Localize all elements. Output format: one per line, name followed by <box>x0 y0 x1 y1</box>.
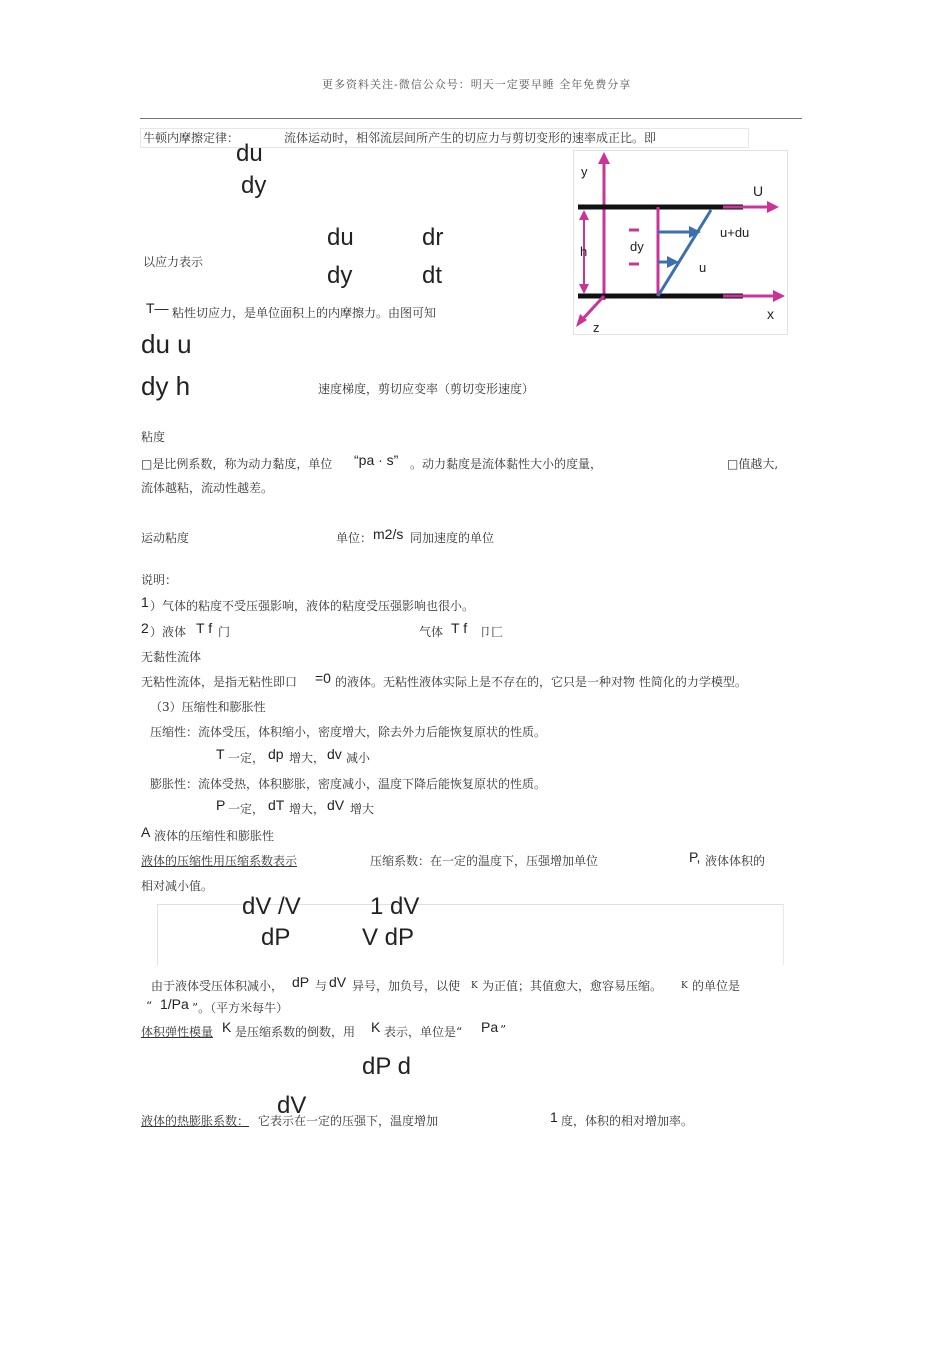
velocity-profile-diagram <box>573 150 788 335</box>
formula2b-numerator: dr <box>422 224 444 251</box>
bulk-text-a: 是压缩系数的倒数，用 <box>235 1025 356 1039</box>
formula5-numerator: dP d <box>362 1053 411 1080</box>
bulk-modulus-label: 体积弹性模量 <box>141 1025 214 1039</box>
neg-dP: dP <box>292 974 310 990</box>
inviscid-title: 无黏性流体 <box>141 650 202 664</box>
exp-rule-const: 一定， <box>228 802 265 816</box>
note2-b: 门 <box>218 625 231 639</box>
note2-sym-c: T f <box>451 620 468 636</box>
compress-section-title: （3）压缩性和膨胀性 <box>150 700 266 714</box>
exp-rule-dT: dT <box>268 797 285 813</box>
h-arrowhead-bottom <box>579 284 589 294</box>
formula1-numerator: du <box>236 140 263 167</box>
header-divider <box>140 118 802 119</box>
diagram-label-y: y <box>581 164 588 179</box>
kinematic-unit-desc: 同加速度的单位 <box>410 531 495 545</box>
diagram-label-U: U <box>753 183 764 199</box>
notes-title: 说明： <box>141 573 178 587</box>
viscosity-title: 粘度 <box>141 430 166 444</box>
tau-text: 粘性切应力，是单位面积上的内摩擦力。由图可知 <box>172 306 437 320</box>
section-A-symbol: A <box>141 824 151 840</box>
U-arrowhead <box>767 201 779 213</box>
viscosity-unit: “pa · s” <box>354 452 399 468</box>
bulk-K2: K <box>371 1019 381 1035</box>
diagram-label-x: x <box>767 306 774 322</box>
formula4a-numerator: dV /V <box>242 893 301 920</box>
comp-rule-decrease: 减小 <box>346 751 371 765</box>
neg-text-d: 为正值；其值愈大，愈容易压缩。 <box>482 979 663 993</box>
thermal-label: 液体的热膨胀系数： <box>141 1114 250 1128</box>
exp-rule-increase: 增大， <box>289 802 326 816</box>
comp-rule-dv: dv <box>327 746 342 762</box>
compressibility-definition: 压缩性：流体受压，体积缩小，密度增大，除去外力后能恢复原状的性质。 <box>150 725 547 739</box>
newton-label: 牛顿内摩擦定律： <box>143 131 240 145</box>
stress-label: 以应力表示 <box>143 255 204 269</box>
inviscid-text-b: 的液体。无粘性液体实际上是不存在的，它只是一种对物 性简化的力学模型。 <box>335 675 747 689</box>
comp-rule-const: 一定， <box>228 751 265 765</box>
formula4b-denominator: V dP <box>362 924 415 951</box>
expansion-definition: 膨胀性：流体受热，体积膨胀，密度减小，温度下降后能恢复原状的性质。 <box>150 777 547 791</box>
diagram-label-h: h <box>580 244 588 259</box>
compress-coef-P: P, <box>689 849 701 865</box>
diagram-label-z: z <box>593 320 600 335</box>
formula3-numerator: du u <box>141 329 192 359</box>
tau-symbol: T— <box>146 300 169 316</box>
comp-rule-dp: dp <box>268 746 284 762</box>
formula4b-numerator: 1 dV <box>370 893 420 920</box>
compress-coef-def3: 相对减小值。 <box>141 879 214 893</box>
h-arrowhead-top <box>579 210 589 220</box>
bulk-text-c: ” <box>500 1023 507 1037</box>
inviscid-symbol: =0 <box>315 670 331 686</box>
note2-a: ）液体 <box>150 625 187 639</box>
velocity-profile-line <box>658 210 711 296</box>
formula2a-denominator: dy <box>327 262 353 289</box>
page-header: 更多资料关注-微信公众号：明天一定要早睡 全年免费分享 <box>322 78 632 91</box>
neg-text-c: 异号，加负号，以使 <box>352 979 461 993</box>
unit-quote-open: “ <box>146 999 153 1013</box>
exp-rule-increase2: 增大 <box>350 802 375 816</box>
kinematic-unit-label: 单位： <box>336 531 373 545</box>
kinematic-unit: m2/s <box>373 526 404 542</box>
formula2a-numerator: du <box>327 224 354 251</box>
bulk-text-b: 表示，单位是“ <box>384 1025 463 1039</box>
neg-k: K <box>471 981 478 991</box>
formula1-denominator: dy <box>241 172 267 199</box>
neg-k2: K <box>681 981 688 991</box>
exp-rule-P: P <box>216 797 226 813</box>
neg-text-a: 由于液体受压体积减小， <box>151 979 284 993</box>
comp-rule-T: T <box>216 746 225 762</box>
neg-text-b: 与 <box>315 979 328 993</box>
diagram-label-dy: dy <box>630 239 644 254</box>
compress-coef-def: 压缩系数：在一定的温度下，压强增加单位 <box>370 854 599 868</box>
inviscid-text-a: 无粘性流体，是指无粘性即口 <box>141 675 298 689</box>
note2-d: 卩匚 <box>479 625 504 639</box>
newton-text: 流体运动时，相邻流层间所产生的切应力与剪切变形的速率成正比。即 <box>284 131 657 145</box>
viscosity-line1c: □值越大, <box>727 457 779 471</box>
compress-coef-label: 液体的压缩性用压缩系数表示 <box>141 854 298 868</box>
section-A-title: 液体的压缩性和膨胀性 <box>154 829 275 843</box>
viscosity-line1a: □是比例系数，称为动力黏度，单位 <box>141 457 333 471</box>
diagram-label-u-du: u+du <box>720 225 750 240</box>
thermal-text-b: 度，体积的相对增加率。 <box>561 1114 694 1128</box>
unit-1-per-Pa: 1/Pa <box>160 996 189 1012</box>
thermal-text-a: 它表示在一定的压强下，温度增加 <box>258 1114 439 1128</box>
x-axis-arrowhead <box>773 290 785 302</box>
formula2b-denominator: dt <box>422 262 443 289</box>
exp-rule-dV: dV <box>327 797 345 813</box>
formula4a-denominator: dP <box>261 924 291 951</box>
bulk-K: K <box>222 1019 232 1035</box>
formula5-denominator: dV <box>277 1092 307 1119</box>
diagram-frame <box>574 151 788 335</box>
compress-coef-def2: 液体体积的 <box>705 854 766 868</box>
comp-rule-increase: 增大， <box>289 751 326 765</box>
note1-number: 1 <box>141 594 149 610</box>
note2-number: 2 <box>141 620 149 636</box>
formula3-denominator: dy h <box>141 371 191 401</box>
note2-sym-a: T f <box>196 620 213 636</box>
neg-dV: dV <box>329 974 347 990</box>
kinematic-label: 运动粘度 <box>141 531 190 545</box>
neg-text-e: 的单位是 <box>692 979 741 993</box>
note2-c: 气体 <box>419 625 444 639</box>
y-axis-arrowhead <box>598 152 610 164</box>
unit-quote-close: ”。（平方米每牛） <box>192 1001 289 1015</box>
viscosity-line2: 流体越粘，流动性越差。 <box>141 481 274 495</box>
gradient-text: 速度梯度，剪切应变率（剪切变形速度） <box>318 382 535 396</box>
note1-text: ）气体的粘度不受压强影响，液体的粘度受压强影响也很小。 <box>150 599 475 613</box>
thermal-one: 1 <box>550 1109 558 1125</box>
viscosity-line1b: 。动力黏度是流体黏性大小的度量， <box>410 457 603 471</box>
bulk-unit-Pa: Pa <box>481 1019 499 1035</box>
diagram-label-u: u <box>699 260 707 275</box>
